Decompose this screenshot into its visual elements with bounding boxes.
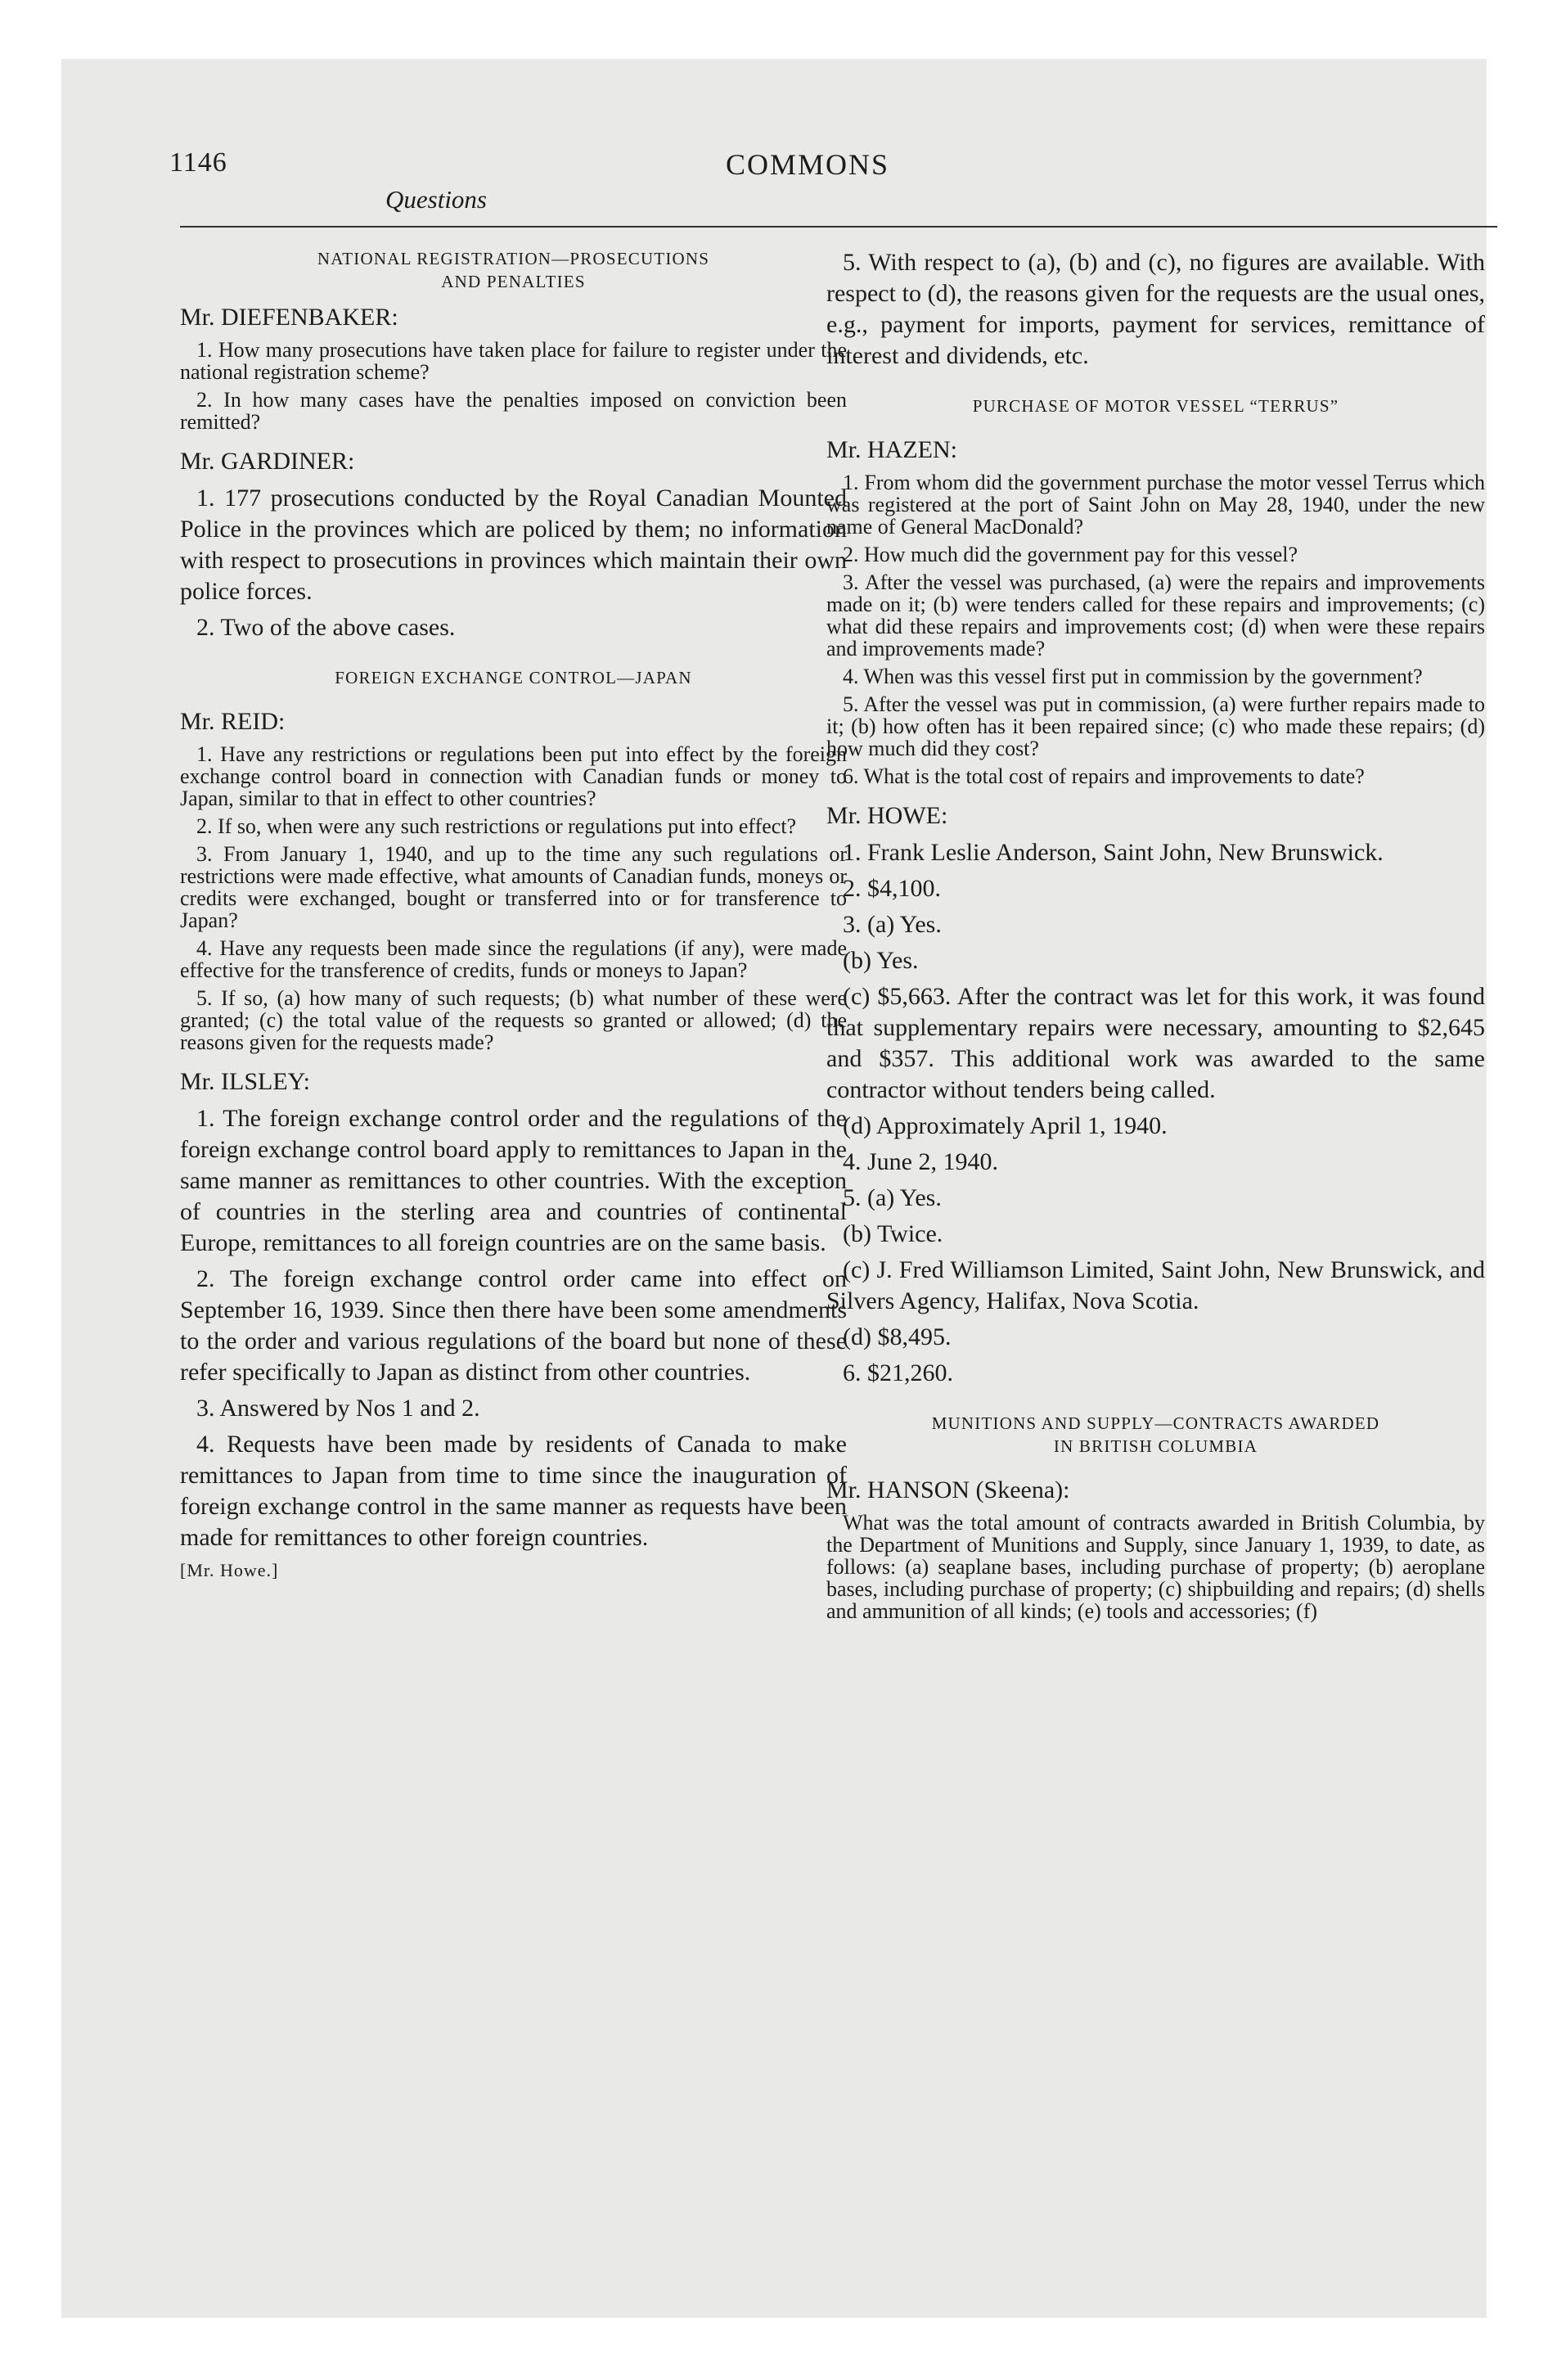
section-heading: PURCHASE OF MOTOR VESSEL “TERRUS” bbox=[972, 396, 1339, 416]
heading-line: AND PENALTIES bbox=[441, 272, 586, 291]
question-paragraph: 4. When was this vessel first put in commission by the government? bbox=[843, 665, 1423, 688]
question-paragraph: 4. Have any requests been made since the regulations (if any), were made effective for the transference of credits, funds or moneys to Japan? bbox=[180, 936, 847, 982]
answer-paragraph: 5. (a) Yes. bbox=[843, 1184, 942, 1211]
right-column bbox=[826, 247, 1485, 1628]
section-heading: FOREIGN EXCHANGE CONTROL—JAPAN bbox=[335, 668, 692, 687]
answer-paragraph: 6. $21,260. bbox=[843, 1359, 953, 1386]
answer-paragraph: (c) $5,663. After the contract was let for this work, it was found that supplementary repairs were necessary, amounting to $2,645 and $357. This additional work was awarded to the same contractor without tenders being called. bbox=[826, 983, 1485, 1103]
speaker-name: Mr. HAZEN: bbox=[826, 436, 957, 463]
speaker-name: Mr. REID: bbox=[180, 708, 286, 735]
question-paragraph: What was the total amount of contracts awarded in British Columbia, by the Department of Munitions and Supply, since January 1, 1939, to date, as follows: (a) seaplane bases, including purchase of property; (b) aeroplane bases, including purchase of property; (c) shipbuilding and repairs; (d) shells and ammunition of all kinds; (e) tools and accessories; (f) bbox=[826, 1511, 1485, 1623]
speaker-name: Mr. HANSON (Skeena): bbox=[826, 1476, 1070, 1503]
section-label: Questions bbox=[385, 185, 487, 214]
question-paragraph: 1. How many prosecutions have taken place for failure to register under the national registration scheme? bbox=[180, 338, 847, 384]
question-paragraph: 1. From whom did the government purchase the motor vessel Terrus which was registered at the port of Saint John on May 28, 1940, under the new name of General MacDonald? bbox=[826, 471, 1485, 539]
answer-paragraph: 2. $4,100. bbox=[843, 875, 941, 902]
question-paragraph: 3. From January 1, 1940, and up to the time any such regulations or restrictions were made effective, what amounts of Canadian funds, moneys or credits were exchanged, bought or transferred into or for transference to Japan? bbox=[180, 842, 847, 932]
answer-paragraph: 2. Two of the above cases. bbox=[196, 614, 456, 641]
question-paragraph: 1. Have any restrictions or regulations been put into effect by the foreign exchange control board in connection with Canadian funds or money to Japan, similar to that in effect to other countries? bbox=[180, 742, 847, 810]
answer-paragraph: 3. Answered by Nos 1 and 2. bbox=[196, 1395, 480, 1422]
answer-paragraph: 5. With respect to (a), (b) and (c), no figures are available. With respect to (d), the reasons given for the requests are the usual ones, e.g., payment for imports, payment for services, remittance of interest and dividends, etc. bbox=[826, 249, 1485, 369]
answer-paragraph: 1. The foreign exchange control order and the regulations of the foreign exchange control board apply to remittances to Japan in the same manner as remittances to other countries. With the exception of countries in the sterling area and countries of continental Europe, remittances to all foreign countries are on the same basis. bbox=[180, 1105, 847, 1256]
answer-paragraph: 1. Frank Leslie Anderson, Saint John, New Brunswick. bbox=[843, 839, 1384, 866]
header-rule bbox=[180, 226, 1497, 228]
section-heading bbox=[826, 1412, 1485, 1458]
page-header bbox=[61, 59, 1487, 231]
answer-paragraph: 2. The foreign exchange control order came into effect on September 16, 1939. Since then there have been some amendments to the order and various regulations of the board but none of these refer specifically to Japan as distinct from other countries. bbox=[180, 1265, 847, 1386]
section-heading bbox=[180, 247, 847, 293]
answer-paragraph: 4. Requests have been made by residents of Canada to make remittances to Japan from time to time since the inauguration of foreign exchange control in the same manner as requests have been made for remittances to other foreign countries. bbox=[180, 1431, 847, 1551]
answer-paragraph: (b) Twice. bbox=[843, 1220, 943, 1247]
question-paragraph: 3. After the vessel was purchased, (a) were the repairs and improvements made on it; (b) were tenders called for these repairs and improvements; (c) what did these repairs and improvements cost; (d) when were these repairs and improvements made? bbox=[826, 570, 1485, 660]
speaker-name: Mr. ILSLEY: bbox=[180, 1068, 310, 1095]
speaker-name: Mr. GARDINER: bbox=[180, 448, 355, 475]
question-paragraph: 5. If so, (a) how many of such requests; (b) what number of these were granted; (c) the total value of the requests so granted or allowed; (d) the reasons given for the requests made? bbox=[180, 986, 847, 1054]
answer-paragraph: (d) $8,495. bbox=[843, 1323, 952, 1350]
question-paragraph: 2. If so, when were any such restrictions or regulations put into effect? bbox=[196, 814, 797, 838]
answer-paragraph: (b) Yes. bbox=[843, 947, 919, 974]
question-paragraph: 6. What is the total cost of repairs and improvements to date? bbox=[843, 764, 1365, 788]
question-paragraph: 2. In how many cases have the penalties imposed on conviction been remitted? bbox=[180, 388, 847, 434]
heading-line: MUNITIONS AND SUPPLY—CONTRACTS AWARDED bbox=[931, 1413, 1380, 1433]
question-paragraph: 2. How much did the government pay for this vessel? bbox=[843, 543, 1298, 566]
question-paragraph: 5. After the vessel was put in commission, (a) were further repairs made to it; (b) how often has it been repaired since; (c) who made these repairs; (d) how much did they cost? bbox=[826, 692, 1485, 760]
running-head: COMMONS bbox=[726, 148, 890, 181]
answer-paragraph: 4. June 2, 1940. bbox=[843, 1148, 998, 1175]
page-scan bbox=[61, 59, 1487, 2318]
speaker-name: Mr. DIEFENBAKER: bbox=[180, 304, 398, 331]
speaker-name: Mr. HOWE: bbox=[826, 802, 948, 829]
page-number: 1146 bbox=[169, 147, 227, 178]
heading-line: IN BRITISH COLUMBIA bbox=[1053, 1436, 1258, 1456]
heading-line: NATIONAL REGISTRATION—PROSECUTIONS bbox=[317, 249, 710, 268]
left-column bbox=[180, 247, 847, 1581]
page-footnote: [Mr. Howe.] bbox=[180, 1560, 279, 1580]
answer-paragraph: (c) J. Fred Williamson Limited, Saint John, New Brunswick, and Silvers Agency, Halifax, Nova Scotia. bbox=[826, 1256, 1485, 1314]
answer-paragraph: 3. (a) Yes. bbox=[843, 911, 942, 938]
answer-paragraph: 1. 177 prosecutions conducted by the Royal Canadian Mounted Police in the provinces which are policed by them; no information with respect to prosecutions in provinces which maintain their own police forces. bbox=[180, 485, 847, 605]
answer-paragraph: (d) Approximately April 1, 1940. bbox=[843, 1112, 1168, 1139]
